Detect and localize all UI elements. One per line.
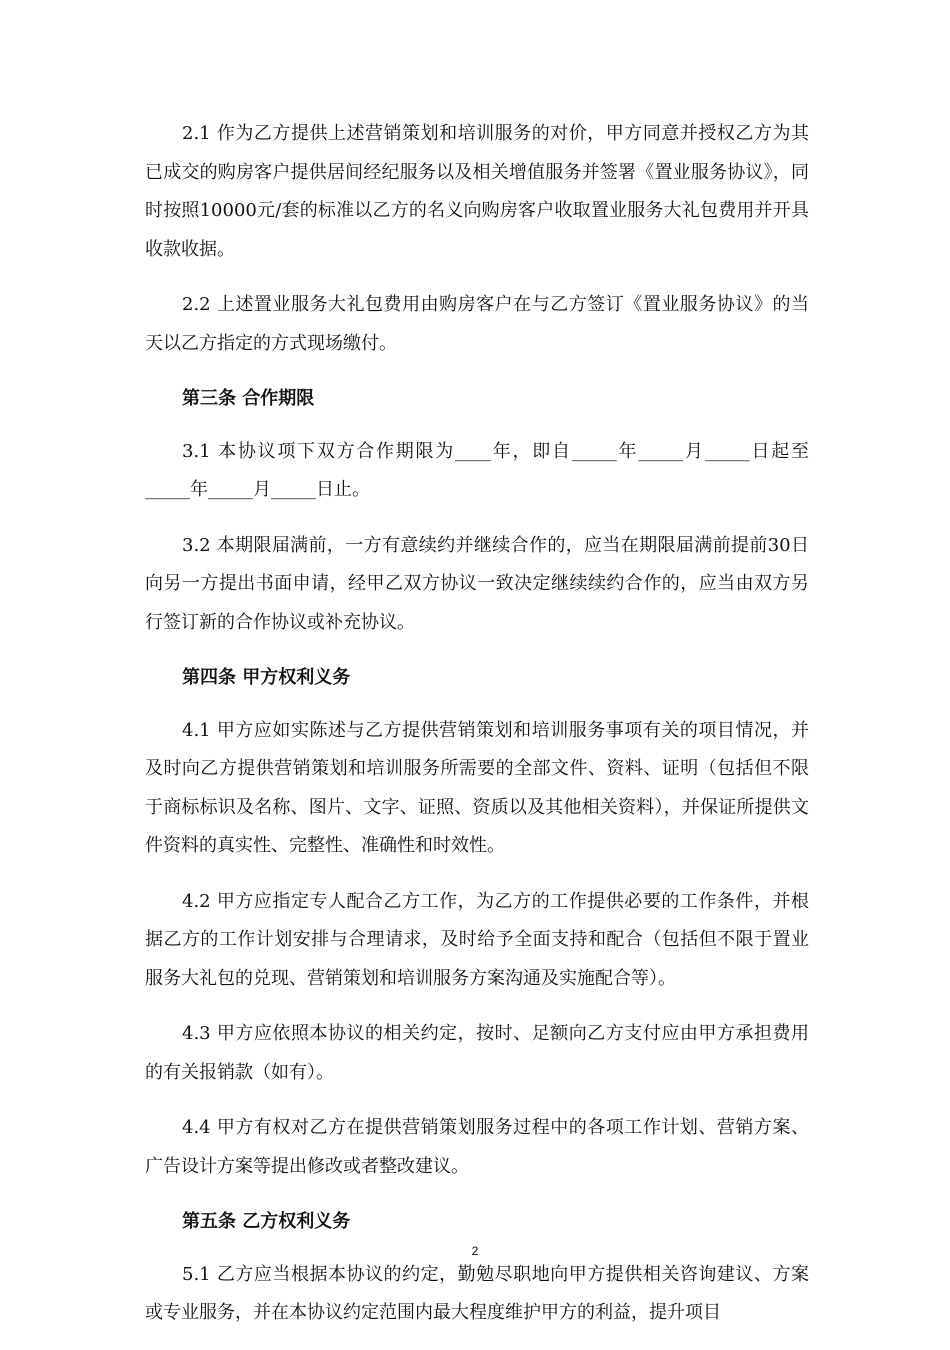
clause-5-1: 5.1 乙方应当根据本协议的约定，勤勉尽职地向甲方提供相关咨询建议、方案或专业服务，并在本协议约定范围内最大程度维护甲方的利益，提升项目 [145, 1263, 809, 1323]
document-body [145, 115, 809, 1350]
page-number: 2 [471, 1244, 479, 1258]
clause-4-3: 4.3 甲方应依照本协议的相关约定，按时、足额向乙方支付应由甲方承担费用的有关报销款（如有）。 [145, 1023, 809, 1083]
clause-4-4: 4.4 甲方有权对乙方在提供营销策划服务过程中的各项工作计划、营销方案、广告设计方案等提出修改或者整改建议。 [145, 1117, 809, 1177]
clause-4-2: 4.2 甲方应指定专人配合乙方工作，为乙方的工作提供必要的工作条件，并根据乙方的工作计划安排与合理请求，及时给予全面支持和配合（包括但不限于置业服务大礼包的兑现、营销策划和培训服务方案沟通及实施配合等）。 [145, 890, 809, 989]
clause-4-1: 4.1 甲方应如实陈述与乙方提供营销策划和培训服务事项有关的项目情况，并及时向乙方提供营销策划和培训服务所需要的全部文件、资料、证明（包括但不限于商标标识及名称、图片、文字、证照、资质以及其他相关资料），并保证所提供文件资料的真实性、完整性、准确性和时效性。 [145, 719, 809, 856]
article-5-heading: 第五条 乙方权利义务 [182, 1211, 351, 1232]
article-4-heading: 第四条 甲方权利义务 [182, 667, 351, 688]
clause-2-1: 2.1 作为乙方提供上述营销策划和培训服务的对价，甲方同意并授权乙方为其已成交的购房客户提供居间经纪服务以及相关增值服务并签署《置业服务协议》，同时按照10000元/套的标准以乙方的名义向购房客户收取置业服务大礼包费用并开具收款收据。 [145, 123, 809, 260]
clause-3-1: 3.1 本协议项下双方合作期限为____年，即自_____年_____月_____日起至_____年_____月_____日止。 [145, 440, 809, 500]
clause-2-2: 2.2 上述置业服务大礼包费用由购房客户在与乙方签订《置业服务协议》的当天以乙方指定的方式现场缴付。 [145, 294, 809, 354]
clause-3-2: 3.2 本期限届满前，一方有意续约并继续合作的，应当在期限届满前提前30日向另一方提出书面申请，经甲乙双方协议一致决定继续续约合作的，应当由双方另行签订新的合作协议或补充协议。 [145, 534, 809, 633]
article-3-heading: 第三条 合作期限 [182, 388, 315, 409]
